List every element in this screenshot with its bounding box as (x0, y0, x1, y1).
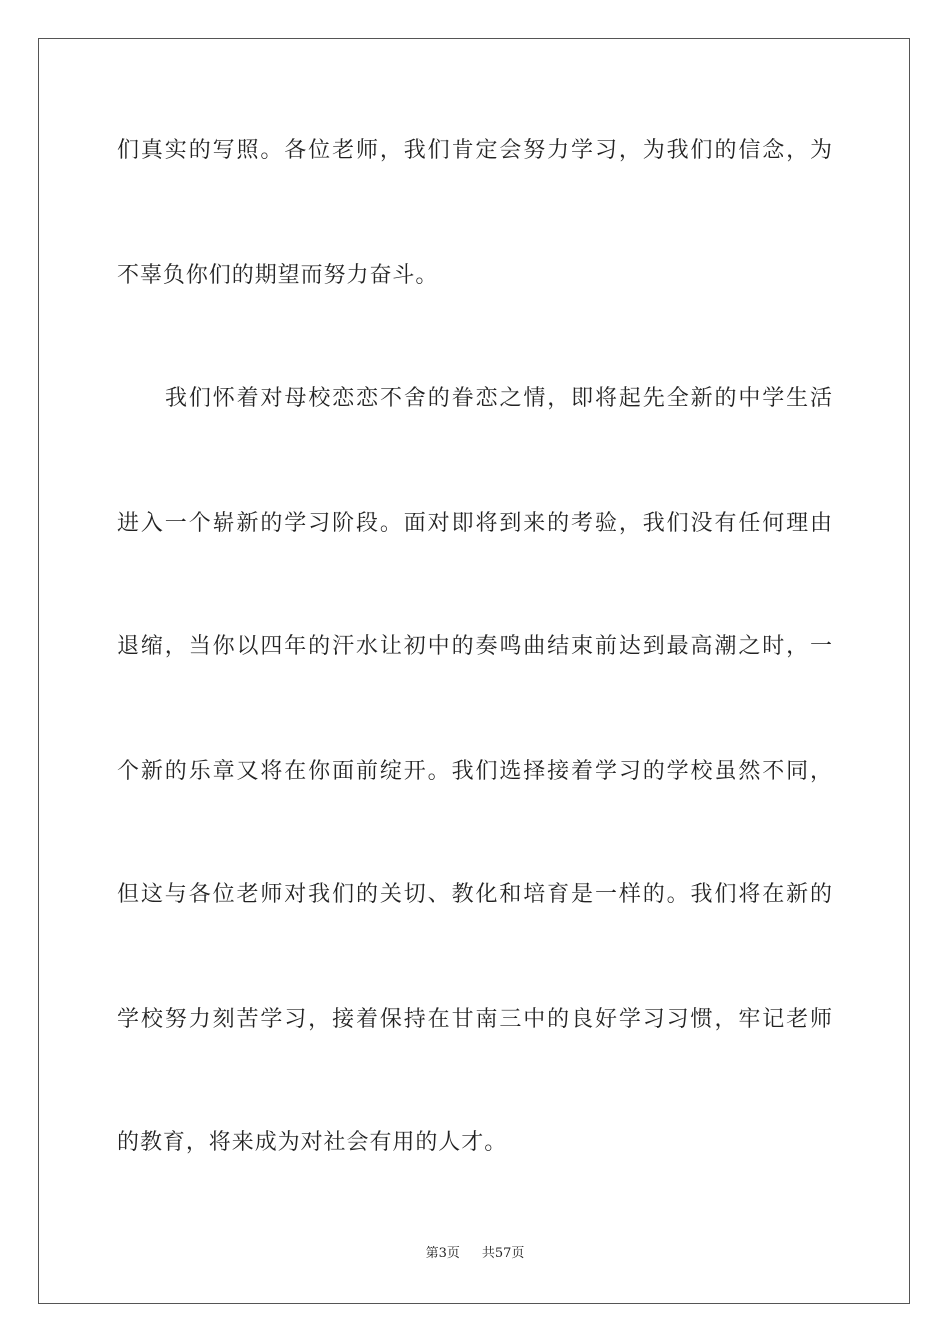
total-pages: 共57页 (481, 1246, 525, 1261)
page-number: 第3页 (425, 1246, 460, 1261)
page-footer (0, 1245, 950, 1263)
paragraph-line: 退缩，当你以四年的汗水让初中的奏鸣曲结束前达到最高潮之时，一 (117, 634, 833, 659)
paragraph-line-indented: 我们怀着对母校恋恋不舍的眷恋之情，即将起先全新的中学生活 (165, 386, 833, 411)
paragraph-line: 学校努力刻苦学习，接着保持在甘南三中的良好学习习惯，牢记老师 (117, 1007, 833, 1032)
paragraph-line: 但这与各位老师对我们的关切、教化和培育是一样的。我们将在新的 (117, 882, 833, 907)
paragraph-line: 进入一个崭新的学习阶段。面对即将到来的考验，我们没有任何理由 (117, 511, 833, 536)
paragraph-line: 不辜负你们的期望而努力奋斗。 (117, 263, 439, 288)
paragraph-line: 个新的乐章又将在你面前绽开。我们选择接着学习的学校虽然不同， (117, 759, 833, 784)
paragraph-line: 们真实的写照。各位老师，我们肯定会努力学习，为我们的信念，为 (117, 138, 833, 163)
paragraph-line: 的教育，将来成为对社会有用的人才。 (117, 1130, 508, 1155)
page-border (38, 38, 910, 1304)
